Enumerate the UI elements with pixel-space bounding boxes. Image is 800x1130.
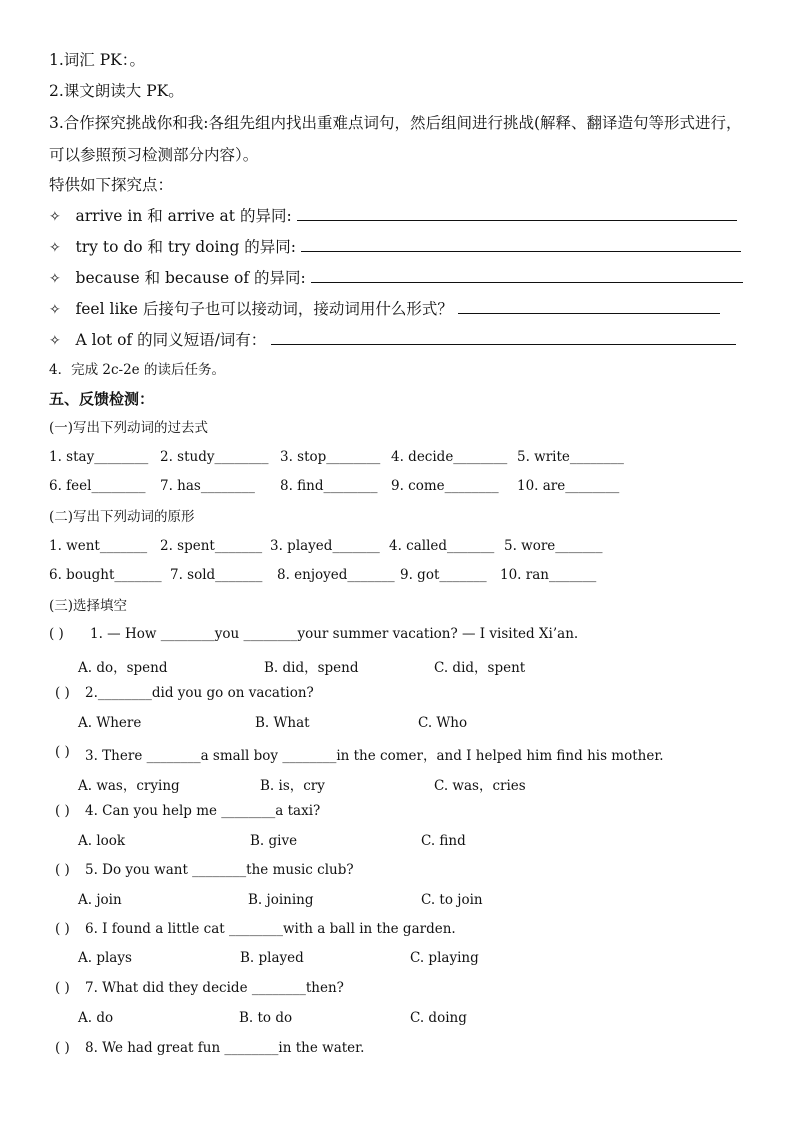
option-c[interactable]: C. playing — [410, 950, 479, 966]
option-c[interactable]: C. was，cries — [434, 778, 526, 794]
option-b[interactable]: B. give — [250, 833, 298, 849]
question-stem: 4. Can you help me ________a taxi? — [85, 803, 321, 819]
base-form-item[interactable]: 4. called_______ — [389, 538, 495, 554]
part3-title: (三)选择填空 — [49, 598, 128, 614]
past-tense-item[interactable]: 3. stop________ — [280, 449, 381, 465]
point-text: A lot of 的同义短语/词有： — [75, 331, 267, 349]
past-tense-item[interactable]: 4. decide________ — [391, 449, 508, 465]
option-c[interactable]: C. Who — [418, 715, 468, 731]
item-reading-task: 4．完成 2c-2e 的读后任务。 — [49, 362, 225, 378]
base-form-item[interactable]: 6. bought_______ — [49, 567, 162, 583]
base-form-item[interactable]: 5. wore_______ — [504, 538, 603, 554]
base-form-item[interactable]: 7. sold_______ — [170, 567, 263, 583]
option-a[interactable]: A. Where — [78, 715, 142, 731]
option-c[interactable]: C. find — [421, 833, 466, 849]
question-stem: 6. I found a little cat ________with a ball in the garden. — [85, 921, 456, 937]
question-stem: 8. We had great fun ________in the water. — [85, 1040, 365, 1056]
answer-line[interactable] — [301, 237, 741, 252]
past-tense-item[interactable]: 8. find________ — [280, 478, 378, 494]
answer-line[interactable] — [458, 299, 720, 314]
option-c[interactable]: C. doing — [410, 1010, 467, 1026]
base-form-item[interactable]: 3. played_______ — [270, 538, 380, 554]
past-tense-item[interactable]: 9. come________ — [391, 478, 499, 494]
diamond-icon: ✧ — [49, 209, 61, 225]
answer-line[interactable] — [311, 268, 743, 283]
option-b[interactable]: B. What — [255, 715, 310, 731]
point-text: arrive in 和 arrive at 的异同: — [75, 207, 292, 225]
diamond-icon: ✧ — [49, 240, 61, 256]
explore-intro: 特供如下探究点： — [49, 176, 174, 194]
base-form-item[interactable]: 8. enjoyed_______ — [277, 567, 395, 583]
answer-paren[interactable]: ( ) — [55, 921, 70, 937]
option-a[interactable]: A. plays — [78, 950, 132, 966]
explore-point-2 — [49, 237, 741, 258]
diamond-icon: ✧ — [49, 333, 61, 349]
diamond-icon: ✧ — [49, 271, 61, 287]
option-b[interactable]: B. is，cry — [260, 778, 325, 794]
item-cooperative-line2: 可以参照预习检测部分内容）。 — [49, 146, 259, 164]
option-a[interactable]: A. join — [78, 892, 122, 908]
answer-paren[interactable]: ( ) — [49, 626, 64, 642]
answer-paren[interactable]: ( ) — [55, 862, 70, 878]
part2-title: (二)写出下列动词的原形 — [49, 509, 195, 525]
question-stem: 1. — How ________you ________your summer vacation? — I visited Xi’an. — [90, 626, 579, 642]
option-c[interactable]: C. did，spent — [434, 660, 526, 676]
answer-paren[interactable]: ( ) — [55, 980, 70, 996]
question-stem: 3. There ________a small boy ________in the comer，and I helped him find his mother. — [85, 748, 664, 764]
section-heading: 五、反馈检测： — [49, 390, 155, 408]
explore-point-1 — [49, 206, 737, 227]
base-form-item[interactable]: 9. got_______ — [400, 567, 487, 583]
option-c[interactable]: C. to join — [421, 892, 483, 908]
option-b[interactable]: B. did，spend — [264, 660, 359, 676]
past-tense-item[interactable]: 6. feel________ — [49, 478, 146, 494]
option-b[interactable]: B. joining — [248, 892, 314, 908]
question-stem: 5. Do you want ________the music club? — [85, 862, 354, 878]
past-tense-item[interactable]: 1. stay________ — [49, 449, 149, 465]
past-tense-item[interactable]: 2. study________ — [160, 449, 269, 465]
base-form-item[interactable]: 2. spent_______ — [160, 538, 263, 554]
diamond-icon: ✧ — [49, 302, 61, 318]
base-form-item[interactable]: 1. went_______ — [49, 538, 148, 554]
question-stem: 7. What did they decide ________then? — [85, 980, 344, 996]
option-a[interactable]: A. look — [78, 833, 126, 849]
answer-paren[interactable]: ( ) — [55, 685, 70, 701]
past-tense-item[interactable]: 7. has________ — [160, 478, 255, 494]
item-cooperative-line1: 3.合作探究挑战你和我:各组先组内找出重难点词句，然后组间进行挑战(解释、翻译造句等形式进行， — [49, 114, 742, 132]
option-b[interactable]: B. played — [240, 950, 304, 966]
answer-line[interactable] — [271, 330, 736, 345]
option-a[interactable]: A. do — [78, 1010, 114, 1026]
option-a[interactable]: A. was，crying — [78, 778, 180, 794]
item-vocab-pk: 1.词汇 PK：。 — [49, 51, 145, 69]
item-reading-pk: 2.课文朗读大 PK。 — [49, 82, 184, 100]
option-b[interactable]: B. to do — [239, 1010, 293, 1026]
base-form-item[interactable]: 10. ran_______ — [500, 567, 597, 583]
explore-point-3 — [49, 268, 743, 289]
point-text: try to do 和 try doing 的异同: — [75, 238, 297, 256]
past-tense-item[interactable]: 10. are________ — [517, 478, 620, 494]
part1-title: (一)写出下列动词的过去式 — [49, 420, 209, 436]
option-a[interactable]: A. do，spend — [78, 660, 168, 676]
point-text: feel like 后接句子也可以接动词，接动词用什么形式？ — [75, 300, 453, 318]
explore-point-5 — [49, 330, 736, 351]
answer-paren[interactable]: ( ) — [55, 744, 70, 760]
answer-line[interactable] — [297, 206, 737, 221]
answer-paren[interactable]: ( ) — [55, 803, 70, 819]
answer-paren[interactable]: ( ) — [55, 1040, 70, 1056]
explore-point-4 — [49, 299, 720, 320]
past-tense-item[interactable]: 5. write________ — [517, 449, 624, 465]
question-stem: 2.________did you go on vacation? — [85, 685, 314, 701]
point-text: because 和 because of 的异同: — [75, 269, 306, 287]
